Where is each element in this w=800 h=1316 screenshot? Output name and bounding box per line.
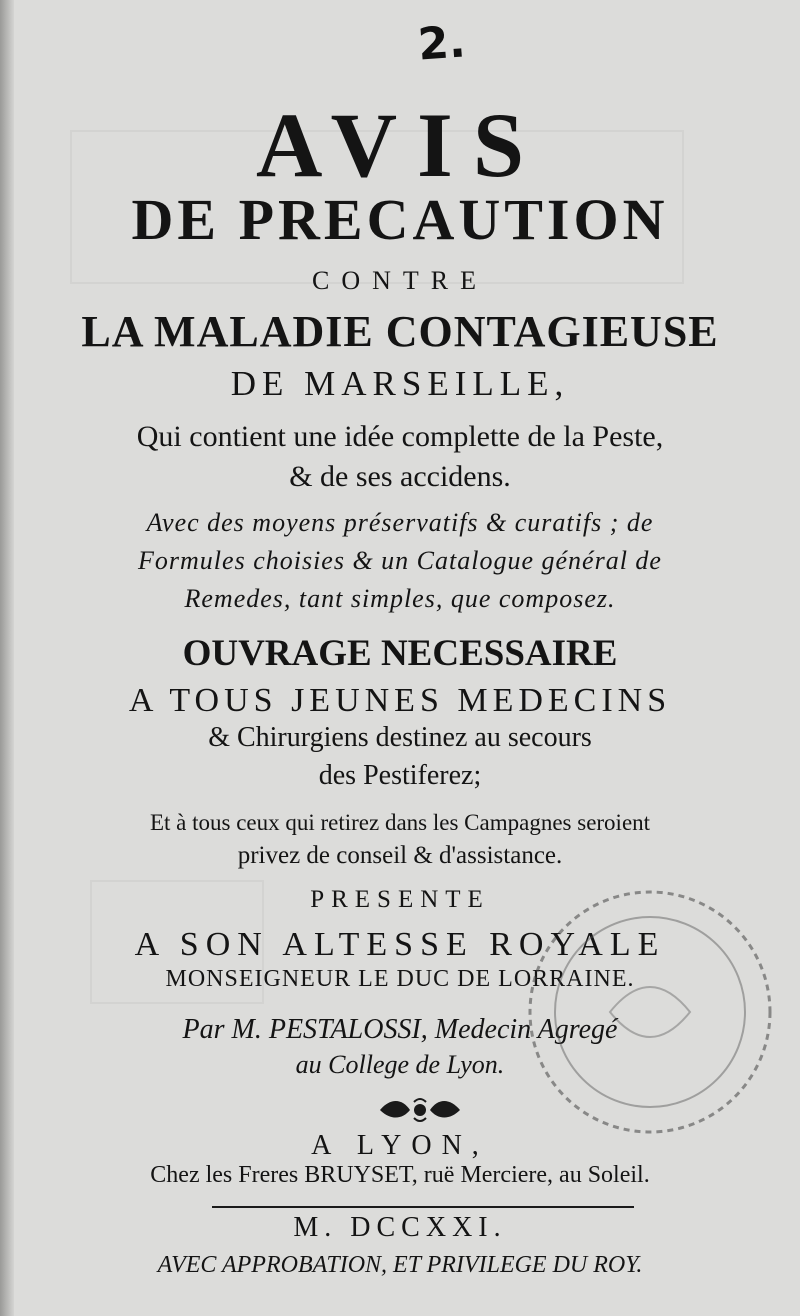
title-maladie: LA MALADIE CONTAGIEUSE bbox=[81, 307, 719, 356]
title-marseille: DE MARSEILLE, bbox=[230, 364, 570, 403]
audience-line-5: privez de conseil & d'assistance. bbox=[237, 842, 563, 869]
imprint-privilege: AVEC APPROBATION, ET PRIVILEGE DU ROY. bbox=[157, 1252, 643, 1278]
library-stamp-icon bbox=[500, 862, 800, 1162]
ornament-icon bbox=[370, 1096, 470, 1124]
dedication-altesse: A SON ALTESSE ROYALE bbox=[134, 926, 666, 963]
ouvrage-heading: OUVRAGE NECESSAIRE bbox=[182, 633, 618, 674]
subtitle-line-1: Qui contient une idée complette de la Peste, bbox=[136, 420, 664, 453]
imprint-city: A LYON, bbox=[311, 1130, 489, 1161]
audience-line-4: Et à tous ceux qui retirez dans les Campagnes seroient bbox=[149, 810, 651, 835]
description-line-3: Remedes, tant simples, que composez. bbox=[184, 584, 616, 613]
audience-line-1: A TOUS JEUNES MEDECINS bbox=[128, 682, 672, 719]
author-line-1: Par M. PESTALOSSI, Medecin Agregé bbox=[182, 1014, 618, 1045]
dedication-presente: PRESENTE bbox=[310, 886, 490, 913]
subtitle-line-2: & de ses accidens. bbox=[289, 460, 511, 493]
audience-line-2: & Chirurgiens destinez au secours bbox=[208, 722, 592, 753]
title-contre: CONTRE bbox=[312, 266, 488, 295]
title-avis: AVIS bbox=[256, 94, 544, 196]
author-line-2: au College de Lyon. bbox=[295, 1050, 505, 1079]
description-line-1: Avec des moyens préservatifs & curatifs ; de bbox=[146, 508, 654, 537]
imprint-publisher: Chez les Freres BRUYSET, ruë Merciere, au Soleil. bbox=[150, 1162, 650, 1188]
description-line-2: Formules choisies & un Catalogue général de bbox=[138, 546, 662, 575]
audience-line-3: des Pestiferez; bbox=[318, 760, 482, 791]
title-de-precaution: DE PRECAUTION bbox=[131, 187, 669, 252]
divider-rule bbox=[212, 1206, 634, 1208]
imprint-date: M. DCCXXI. bbox=[293, 1212, 507, 1243]
dedication-duc: MONSEIGNEUR LE DUC DE LORRAINE. bbox=[165, 966, 635, 992]
handwritten-page-number: 2. bbox=[416, 16, 468, 71]
